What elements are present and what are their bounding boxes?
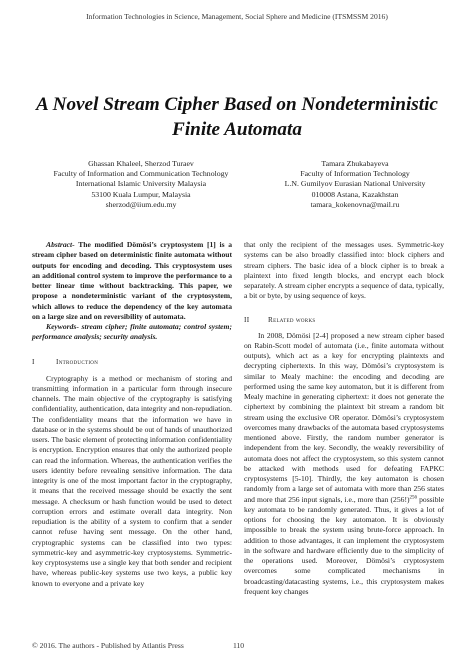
introduction-paragraph: Cryptography is a method or mechanism of storing and transmitting information in a particular form through insecure channels. The main objective of the cryptography is satisfying confidentiality, authentication, data integrity and non-repudiation. The confidentiality means that the information we have in database or in the systems should be out of hands of unauthorized users. The basic element of protecting information confidentiality is encryption. Encryption ensures that only the authorized people can read the information. Whereas, the authentication verifies the users identity before revealing sensitive information. The data integrity is one of the most important factor in the cryptography, it means that the received message should be exactly the sent message. A checksum or hash function would be used to detect corruption errors and estimate overall data integrity. Non repudiation is the ability of a system to confirm that a sender cannot refuse having sent message. On the other hand, cryptographic systems can be classified into two types: symmetric-key and asymmetric-key cryptosystems. Symmetric-key cryptosystems use a single key that both sender and recipient have, whereas public-key systems use two keys, a public key known to everyone and a private key	[32, 373, 232, 588]
author-names: Ghassan Khaleel, Sherzod Turaev	[88, 159, 194, 168]
author-department: Faculty of Information Technology	[300, 169, 410, 179]
author-names: Tamara Zhukabayeva	[321, 159, 389, 168]
superscript: 256	[409, 494, 418, 500]
author-city: 53100 Kuala Lumpur, Malaysia	[91, 189, 191, 199]
related-works-text-a: In 2008, Dömösi [2-4] proposed a new stream cipher based on Rabin-Scott model of automata (i.e., finite automata without outputs), which act as a key for encrypting plaintexts and decrypting ciphertexts. In this way, Dömösi’s cryptosystem is similar to Mealy machine: the encoding and decoding are performed using the same key automaton, but it is different from Mealy machine in generating ciphertext: it does not generate the ciphertext by combining the plaintext bit stream a random bit stream using the exclusive OR operator. Dömösi’s cryptosystem overcomes many drawbacks of the automata based cryptosystems mentioned above. Firstly, the random number generator is independent from the key. Secondly, the weakly reversibility of automata does not affect the cryptosystem, so this system cannot be attacked with methods used for defeating FAPKC cryptosystems [5-10]. Thirdly, the key automaton is chosen randomly from a large set of automata with more than 256 states and more that 256 input signals, i.e., more than (256!)	[244, 330, 444, 504]
page-number: 110	[233, 641, 245, 650]
author-block-right	[252, 159, 458, 210]
section-number: I	[32, 357, 35, 366]
section-number: II	[244, 315, 250, 324]
section-heading-related-works	[244, 315, 444, 325]
abstract-lead: Abstract-	[46, 240, 75, 249]
running-head: Information Technologies in Science, Management, Social Sphere and Medicine (ITSMSSM 2016)	[86, 12, 388, 21]
author-city: 010008 Astana, Kazakhstan	[311, 189, 399, 199]
author-organization: L.N. Gumilyov Eurasian National University	[284, 179, 426, 189]
author-block-left	[38, 159, 244, 210]
section-label: Introduction	[56, 357, 99, 366]
right-column	[244, 240, 444, 597]
author-email: tamara_kokenovna@mail.ru	[310, 199, 400, 209]
paper-title	[20, 92, 454, 142]
related-works-text-b: possible key automata to be randomly generated. Thus, it gives a lot of options for choosing the key automaton. It is obviously impossible to break the system using brute-force approach. In addition to those advantages, it can implement the cryptosystem in the software and hardware efficiently due to the simplicity of the operations used. Moreover, Dömösi’s cryptosystem overcomes some complicated mechanisms in broadcasting/datacasting systems, i.e., this cryptosystem makes frequent key changes	[244, 494, 444, 596]
abstract	[32, 240, 232, 322]
related-works-paragraph	[244, 331, 444, 598]
author-email: sherzod@iium.edu.my	[105, 199, 177, 209]
abstract-text: The modified Dömösi’s cryptosystem [1] is a stream cipher based on deterministic finite automata without outputs for encoding and decoding. This cryptosystem uses an additional control system to improve the performance to a better linear time without backtracking. This paper, we propose a nondeterministic variant of the cryptosystem, which allows to reduce the dependency of the key automata on a large size and on reversibility of automata.	[32, 240, 232, 321]
section-label: Related works	[268, 315, 316, 324]
title-line-1: A Novel Stream Cipher Based on Nondeterministic	[36, 94, 438, 115]
author-department: Faculty of Information and Communication Technology	[53, 169, 229, 179]
left-column	[32, 240, 232, 589]
title-line-2: Finite Automata	[172, 119, 302, 140]
right-paragraph-1: that only the recipient of the messages uses. Symmetric-key systems can be also broadly classified into: block ciphers and stream ciphers. The basic idea of a block cipher is to break a plaintext into fixed length blocks, and encrypt each block separately. A stream cipher encrypts a sequence of data, typically, a bit or byte, by using sequence of keys.	[244, 240, 444, 301]
keywords: Keywords- stream cipher; finite automata; control system; performance analysis; security analysis.	[32, 322, 232, 342]
section-heading-introduction	[32, 357, 232, 367]
footer-copyright: © 2016. The authors - Published by Atlantis Press	[32, 641, 184, 650]
author-organization: International Islamic University Malaysia	[75, 179, 207, 189]
